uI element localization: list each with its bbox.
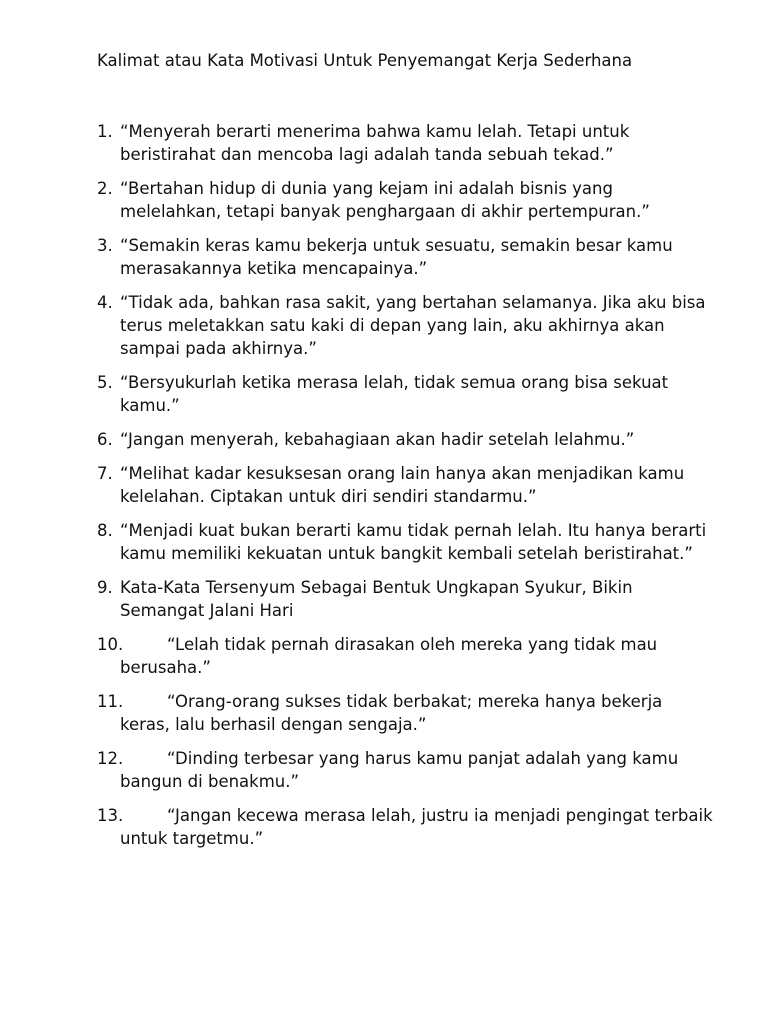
list-item-text: “Menjadi kuat bukan berarti kamu tidak pernah lelah. Itu hanya berarti kamu memiliki kekuatan untuk bangkit kembali setelah beristirahat.” bbox=[120, 521, 707, 563]
list-item-number: 11. bbox=[97, 692, 124, 711]
list-item bbox=[97, 690, 717, 736]
list-item-number: 13. bbox=[97, 806, 124, 825]
list-item-text: Kata-Kata Tersenyum Sebagai Bentuk Ungkapan Syukur, Bikin Semangat Jalani Hari bbox=[120, 578, 633, 620]
list-item-number: 9. bbox=[97, 578, 113, 597]
list-item-text: “Lelah tidak pernah dirasakan oleh mereka yang tidak mau berusaha.” bbox=[120, 635, 658, 677]
list-item bbox=[97, 120, 717, 166]
list-item-text: “Melihat kadar kesuksesan orang lain hanya akan menjadikan kamu kelelahan. Ciptakan untuk diri sendiri standarmu.” bbox=[120, 464, 685, 506]
list-item bbox=[97, 428, 717, 451]
list-item-text: “Bersyukurlah ketika merasa lelah, tidak semua orang bisa sekuat kamu.” bbox=[120, 373, 669, 415]
list-item-number: 5. bbox=[97, 373, 113, 392]
list-item-number: 2. bbox=[97, 179, 113, 198]
list-item-number: 6. bbox=[97, 430, 113, 449]
list-item-number: 8. bbox=[97, 521, 113, 540]
list-item bbox=[97, 462, 717, 508]
list-item bbox=[97, 177, 717, 223]
list-item-text: “Dinding terbesar yang harus kamu panjat adalah yang kamu bangun di benakmu.” bbox=[120, 749, 679, 791]
list-item bbox=[97, 519, 717, 565]
list-item bbox=[97, 804, 717, 850]
list-item-text: “Menyerah berarti menerima bahwa kamu lelah. Tetapi untuk beristirahat dan mencoba lagi adalah tanda sebuah tekad.” bbox=[120, 122, 630, 164]
list-item bbox=[97, 747, 717, 793]
list-item-text: “Bertahan hidup di dunia yang kejam ini adalah bisnis yang melelahkan, tetapi banyak penghargaan di akhir pertempuran.” bbox=[120, 179, 650, 221]
list-item bbox=[97, 291, 717, 360]
list-item-number: 1. bbox=[97, 122, 113, 141]
list-item-number: 3. bbox=[97, 236, 113, 255]
quote-list bbox=[97, 120, 717, 861]
list-item bbox=[97, 576, 717, 622]
list-item-number: 7. bbox=[97, 464, 113, 483]
list-item bbox=[97, 633, 717, 679]
list-item-text: “Tidak ada, bahkan rasa sakit, yang bertahan selamanya. Jika aku bisa terus meletakkan satu kaki di depan yang lain, aku akhirnya akan sampai pada akhirnya.” bbox=[120, 293, 706, 358]
list-item-text: “Jangan menyerah, kebahagiaan akan hadir setelah lelahmu.” bbox=[120, 430, 635, 449]
list-item-text: “Jangan kecewa merasa lelah, justru ia menjadi pengingat terbaik untuk targetmu.” bbox=[120, 806, 713, 848]
list-item bbox=[97, 234, 717, 280]
list-item-number: 10. bbox=[97, 635, 124, 654]
list-item-text: “Semakin keras kamu bekerja untuk sesuatu, semakin besar kamu merasakannya ketika mencapainya.” bbox=[120, 236, 673, 278]
list-item-number: 4. bbox=[97, 293, 113, 312]
document-title: Kalimat atau Kata Motivasi Untuk Penyemangat Kerja Sederhana bbox=[97, 51, 633, 70]
list-item-text: “Orang-orang sukses tidak berbakat; mereka hanya bekerja keras, lalu berhasil dengan sengaja.” bbox=[120, 692, 663, 734]
list-item bbox=[97, 371, 717, 417]
list-item-number: 12. bbox=[97, 749, 124, 768]
